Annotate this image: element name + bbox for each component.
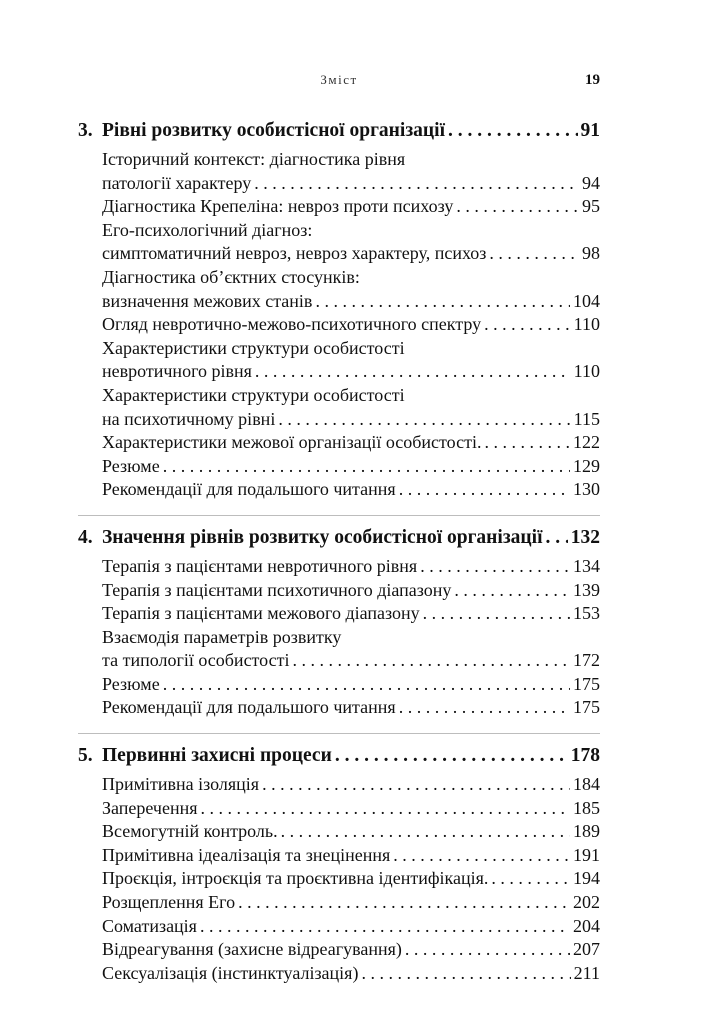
chapter-number: 4. xyxy=(78,526,93,548)
toc-chapter[interactable] xyxy=(78,114,600,148)
entry-leader-line xyxy=(102,478,600,502)
entry-leader-line xyxy=(102,172,600,196)
dot-leader xyxy=(315,290,570,314)
toc-entry[interactable] xyxy=(102,337,600,384)
dot-leader xyxy=(201,797,570,821)
dot-leader xyxy=(484,431,570,455)
entry-leader-line xyxy=(102,797,600,821)
entry-leader-line xyxy=(102,696,600,720)
entry-title-line: Характеристики структури особистості xyxy=(102,384,405,405)
entry-page: 94 xyxy=(582,172,600,193)
entry-leader-line xyxy=(102,820,600,844)
toc-entry[interactable] xyxy=(102,579,600,603)
entry-page: 129 xyxy=(573,455,600,476)
toc-entry[interactable] xyxy=(102,867,600,891)
chapter-page: 178 xyxy=(570,745,600,767)
entry-title: Заперечення xyxy=(102,797,198,818)
toc-entry[interactable] xyxy=(102,696,600,720)
entry-page: 134 xyxy=(573,555,600,576)
entry-leader-line xyxy=(102,891,600,915)
entry-page: 204 xyxy=(573,915,600,936)
entry-page: 153 xyxy=(573,603,600,624)
entry-page: 95 xyxy=(582,196,600,217)
entry-title: на психотичному рівні xyxy=(102,408,276,429)
entry-leader-line xyxy=(102,455,600,479)
entry-page: 207 xyxy=(573,939,600,960)
entry-leader-line xyxy=(102,313,600,337)
dot-leader xyxy=(262,773,570,797)
toc-entry[interactable] xyxy=(102,915,600,939)
entry-leader-line xyxy=(102,915,600,939)
entry-leader-line xyxy=(102,555,600,579)
entry-title: Примітивна ідеалізація та знецінення xyxy=(102,844,391,865)
toc-chapter[interactable] xyxy=(78,739,600,773)
entry-leader-line xyxy=(102,290,600,314)
entry-leader-line xyxy=(102,867,600,891)
chapter-divider xyxy=(78,515,600,516)
toc-entry[interactable] xyxy=(102,626,600,673)
toc-entry[interactable] xyxy=(102,219,600,266)
entry-title: Діагностика Крепеліна: невроз проти психозу xyxy=(102,196,454,217)
dot-leader xyxy=(484,313,571,337)
entry-leader-line xyxy=(102,431,600,455)
toc-entry[interactable] xyxy=(102,773,600,797)
chapter-title: Значення рівнів розвитку особистісної організації xyxy=(102,526,543,548)
chapter-divider xyxy=(78,733,600,734)
entry-page: 110 xyxy=(573,361,600,382)
entry-title: Рекомендації для подальшого читання xyxy=(102,697,396,718)
toc-entry[interactable] xyxy=(102,195,600,219)
toc-entry-list xyxy=(78,148,600,502)
entry-page: 211 xyxy=(573,962,600,983)
entry-page: 175 xyxy=(573,673,600,694)
toc-entry-list xyxy=(78,555,600,720)
entry-title: невротичного рівня xyxy=(102,361,252,382)
chapter-title: Первинні захисні процеси xyxy=(102,745,332,767)
entry-page: 185 xyxy=(573,797,600,818)
chapter-page: 91 xyxy=(580,120,600,141)
entry-leader-line xyxy=(102,844,600,868)
dot-leader xyxy=(454,579,570,603)
entry-leader-line xyxy=(102,195,600,219)
entry-leader-line xyxy=(102,579,600,603)
entry-leader-line xyxy=(102,360,600,384)
entry-title: Терапія з пацієнтами психотичного діапазону xyxy=(102,579,452,600)
dot-leader xyxy=(335,739,568,773)
entry-title: Резюме xyxy=(102,455,160,476)
entry-leader-line xyxy=(102,773,600,797)
toc-entry[interactable] xyxy=(102,431,600,455)
toc-entry[interactable] xyxy=(102,962,600,986)
entry-title: Відреагування (захисне відреагування) xyxy=(102,939,402,960)
dot-leader xyxy=(399,478,570,502)
dot-leader xyxy=(399,696,570,720)
entry-title: Розщеплення Его xyxy=(102,892,236,913)
dot-leader xyxy=(546,521,568,555)
entry-page: 194 xyxy=(573,868,600,889)
entry-title: Сексуалізація (інстинктуалізація) xyxy=(102,962,359,983)
dot-leader xyxy=(254,172,579,196)
entry-title: та типології особистості xyxy=(102,650,290,671)
chapter-title: Рівні розвитку особистісної організації xyxy=(102,120,445,141)
entry-page: 189 xyxy=(573,821,600,842)
entry-title: Огляд невротично-межово-психотичного спектру xyxy=(102,314,482,335)
toc-entry[interactable] xyxy=(102,555,600,579)
toc-entry[interactable] xyxy=(102,384,600,431)
entry-page: 104 xyxy=(573,290,600,311)
running-header-title: Зміст xyxy=(320,72,358,87)
chapter-number: 3. xyxy=(78,120,93,141)
entry-page: 122 xyxy=(573,432,600,453)
entry-page: 202 xyxy=(573,892,600,913)
toc-entry[interactable] xyxy=(102,266,600,313)
running-header xyxy=(78,72,600,92)
toc-entry[interactable] xyxy=(102,938,600,962)
chapter-page: 132 xyxy=(570,526,600,548)
entry-title: Всемогутній контроль. xyxy=(102,821,278,842)
entry-page: 130 xyxy=(573,479,600,500)
entry-title: Резюме xyxy=(102,673,160,694)
entry-page: 172 xyxy=(573,650,600,671)
entry-title: Характеристики межової організації особистості. xyxy=(102,432,482,453)
dot-leader xyxy=(278,408,570,432)
dot-leader xyxy=(238,891,570,915)
entry-leader-line xyxy=(102,408,600,432)
entry-page: 139 xyxy=(573,579,600,600)
dot-leader xyxy=(420,555,570,579)
toc-entry[interactable] xyxy=(102,820,600,844)
toc-entry[interactable] xyxy=(102,478,600,502)
toc-entry[interactable] xyxy=(102,455,600,479)
dot-leader xyxy=(255,360,571,384)
dot-leader xyxy=(491,867,570,891)
page-number: 19 xyxy=(585,72,600,88)
entry-page: 115 xyxy=(573,408,600,429)
entry-title: визначення межових станів xyxy=(102,290,313,311)
dot-leader xyxy=(200,915,570,939)
entry-page: 98 xyxy=(582,243,600,264)
entry-title: симптоматичний невроз, невроз характеру, психоз xyxy=(102,243,487,264)
entry-title-line: Характеристики структури особистості xyxy=(102,337,405,358)
entry-page: 110 xyxy=(573,314,600,335)
toc-entry[interactable] xyxy=(102,673,600,697)
toc-entry[interactable] xyxy=(102,313,600,337)
entry-leader-line xyxy=(102,602,600,626)
entry-title: патології характеру xyxy=(102,172,252,193)
toc-chapter[interactable] xyxy=(78,521,600,555)
entry-page: 175 xyxy=(573,697,600,718)
dot-leader xyxy=(361,962,570,986)
entry-title-line: Его-психологічний діагноз: xyxy=(102,219,313,240)
dot-leader xyxy=(163,455,570,479)
dot-leader xyxy=(393,844,570,868)
entry-leader-line xyxy=(102,673,600,697)
entry-title: Проєкція, інтроєкція та проєктивна ідентифікація. xyxy=(102,868,489,889)
table-of-contents xyxy=(78,114,600,998)
entry-leader-line xyxy=(102,649,600,673)
dot-leader xyxy=(456,195,579,219)
entry-title: Рекомендації для подальшого читання xyxy=(102,479,396,500)
dot-leader xyxy=(423,602,570,626)
entry-title-line: Історичний контекст: діагностика рівня xyxy=(102,149,406,169)
toc-entry[interactable] xyxy=(102,602,600,626)
toc-entry[interactable] xyxy=(102,148,600,195)
toc-entry[interactable] xyxy=(102,844,600,868)
entry-page: 184 xyxy=(573,774,600,795)
dot-leader xyxy=(293,649,571,673)
entry-leader-line xyxy=(102,938,600,962)
entry-title-line: Діагностика об’єктних стосунків: xyxy=(102,266,360,287)
entry-leader-line xyxy=(102,242,600,266)
chapter-number: 5. xyxy=(78,745,93,767)
entry-page: 191 xyxy=(573,844,600,865)
toc-entry-list xyxy=(78,773,600,985)
entry-title-line: Взаємодія параметрів розвитку xyxy=(102,626,342,647)
dot-leader xyxy=(163,673,570,697)
dot-leader xyxy=(405,938,570,962)
toc-entry[interactable] xyxy=(102,797,600,821)
dot-leader xyxy=(281,820,570,844)
toc-entry[interactable] xyxy=(102,891,600,915)
entry-title: Соматизація xyxy=(102,915,197,936)
entry-title: Примітивна ізоляція xyxy=(102,774,260,795)
entry-leader-line xyxy=(102,962,600,986)
dot-leader xyxy=(448,114,578,148)
entry-title: Терапія з пацієнтами межового діапазону xyxy=(102,603,420,624)
dot-leader xyxy=(489,242,579,266)
entry-title: Терапія з пацієнтами невротичного рівня xyxy=(102,555,418,576)
